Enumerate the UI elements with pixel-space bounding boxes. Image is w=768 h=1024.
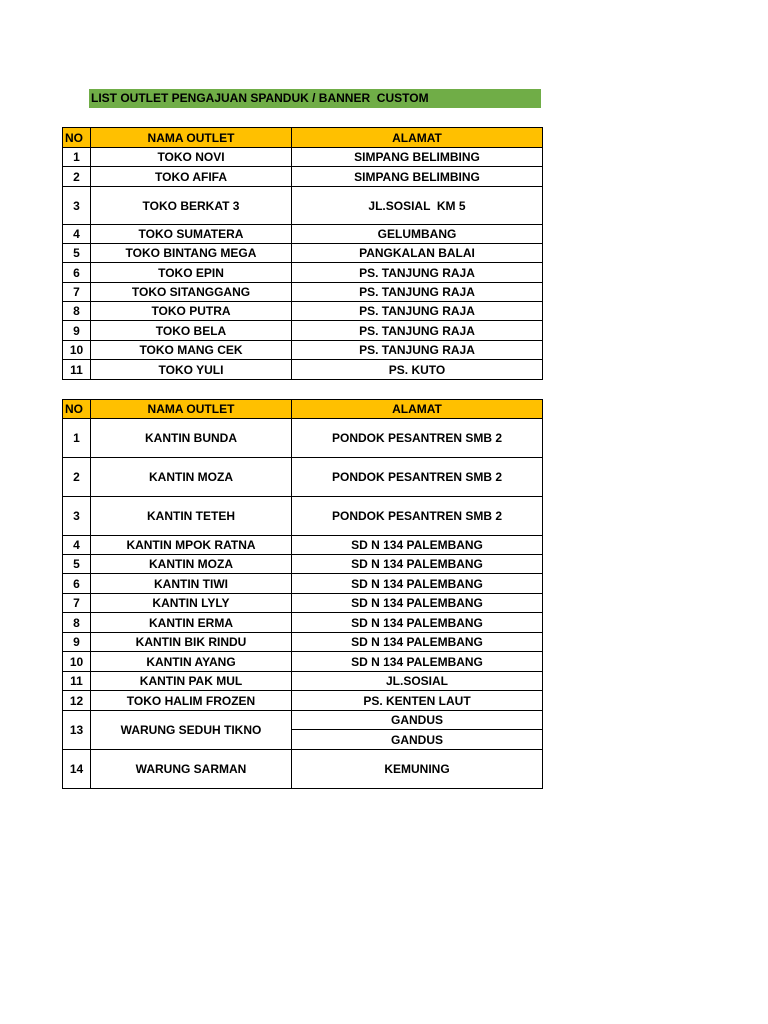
- row-outlet-name: TOKO SITANGGANG: [91, 283, 292, 302]
- row-address: SD N 134 PALEMBANG: [292, 574, 543, 594]
- row-address: SD N 134 PALEMBANG: [292, 633, 543, 652]
- row-outlet-name: KANTIN LYLY: [91, 594, 292, 613]
- row-no: 14: [63, 750, 91, 789]
- table-row: [63, 458, 543, 497]
- row-outlet-name: TOKO PUTRA: [91, 302, 292, 321]
- table-row: [63, 555, 543, 574]
- row-outlet-name: TOKO MANG CEK: [91, 341, 292, 360]
- table-header-row: [63, 400, 543, 419]
- table-row: [63, 302, 543, 321]
- row-address: PS. TANJUNG RAJA: [292, 341, 543, 360]
- row-outlet-name: TOKO HALIM FROZEN: [91, 691, 292, 711]
- row-address: SD N 134 PALEMBANG: [292, 613, 543, 633]
- row-address: GANDUS: [292, 711, 543, 730]
- row-address: PONDOK PESANTREN SMB 2: [292, 497, 543, 536]
- row-address: PS. TANJUNG RAJA: [292, 263, 543, 283]
- row-no: 9: [63, 321, 91, 341]
- table-row: [63, 263, 543, 283]
- row-address: SD N 134 PALEMBANG: [292, 536, 543, 555]
- row-no: 13: [63, 711, 91, 750]
- row-no: 1: [63, 148, 91, 167]
- row-address: PONDOK PESANTREN SMB 2: [292, 419, 543, 458]
- row-no: 5: [63, 555, 91, 574]
- row-no: 9: [63, 633, 91, 652]
- row-no: 1: [63, 419, 91, 458]
- row-no: 3: [63, 497, 91, 536]
- row-address: PS. KENTEN LAUT: [292, 691, 543, 711]
- row-no: 6: [63, 263, 91, 283]
- row-outlet-name: KANTIN BIK RINDU: [91, 633, 292, 652]
- row-outlet-name: KANTIN MPOK RATNA: [91, 536, 292, 555]
- row-outlet-name: KANTIN TIWI: [91, 574, 292, 594]
- row-address: PS. TANJUNG RAJA: [292, 302, 543, 321]
- row-no: 12: [63, 691, 91, 711]
- row-no: 5: [63, 244, 91, 263]
- row-address-secondary: GANDUS: [292, 730, 543, 750]
- table-row: [63, 187, 543, 225]
- row-address: SIMPANG BELIMBING: [292, 148, 543, 167]
- row-address: PS. KUTO: [292, 360, 543, 380]
- row-address: KEMUNING: [292, 750, 543, 789]
- header-no: NO: [63, 400, 91, 419]
- row-no: 3: [63, 187, 91, 225]
- row-no: 7: [63, 283, 91, 302]
- table-row: [63, 594, 543, 613]
- row-address: JL.SOSIAL: [292, 672, 543, 691]
- row-outlet-name: TOKO AFIFA: [91, 167, 292, 187]
- row-outlet-name: TOKO BERKAT 3: [91, 187, 292, 225]
- header-nama-outlet: NAMA OUTLET: [91, 400, 292, 419]
- row-outlet-name: KANTIN MOZA: [91, 458, 292, 497]
- header-no: NO: [63, 128, 91, 148]
- table-row: [63, 225, 543, 244]
- row-outlet-name: KANTIN ERMA: [91, 613, 292, 633]
- table-row: [63, 652, 543, 672]
- table-row: [63, 283, 543, 302]
- row-no: 8: [63, 613, 91, 633]
- row-address: PS. TANJUNG RAJA: [292, 283, 543, 302]
- table-row: [63, 633, 543, 652]
- row-address: PONDOK PESANTREN SMB 2: [292, 458, 543, 497]
- header-alamat: ALAMAT: [292, 400, 543, 419]
- table-row: [63, 341, 543, 360]
- row-no: 10: [63, 652, 91, 672]
- row-address: GELUMBANG: [292, 225, 543, 244]
- row-outlet-name: WARUNG SARMAN: [91, 750, 292, 789]
- row-outlet-name: TOKO EPIN: [91, 263, 292, 283]
- row-no: 8: [63, 302, 91, 321]
- row-no: 11: [63, 672, 91, 691]
- table-row: [63, 672, 543, 691]
- row-no: 10: [63, 341, 91, 360]
- row-outlet-name: KANTIN PAK MUL: [91, 672, 292, 691]
- row-address: JL.SOSIAL KM 5: [292, 187, 543, 225]
- outlet-table-kantin: [62, 399, 543, 789]
- table-row: [63, 691, 543, 711]
- table-row: [63, 321, 543, 341]
- row-no: 11: [63, 360, 91, 380]
- table-row: [63, 536, 543, 555]
- table-row: [63, 360, 543, 380]
- row-outlet-name: KANTIN BUNDA: [91, 419, 292, 458]
- row-outlet-name: KANTIN MOZA: [91, 555, 292, 574]
- row-outlet-name: TOKO YULI: [91, 360, 292, 380]
- row-outlet-name: TOKO BINTANG MEGA: [91, 244, 292, 263]
- sheet-title: LIST OUTLET PENGAJUAN SPANDUK / BANNER CUSTOM: [89, 89, 541, 108]
- row-address: SD N 134 PALEMBANG: [292, 594, 543, 613]
- row-address: SD N 134 PALEMBANG: [292, 555, 543, 574]
- table-row: [63, 574, 543, 594]
- table-row: [63, 613, 543, 633]
- table-row: [63, 148, 543, 167]
- table-row: [63, 167, 543, 187]
- row-outlet-name: TOKO SUMATERA: [91, 225, 292, 244]
- header-alamat: ALAMAT: [292, 128, 543, 148]
- table-row: [63, 244, 543, 263]
- table-row: [63, 711, 543, 730]
- row-outlet-name: KANTIN AYANG: [91, 652, 292, 672]
- table-row: [63, 497, 543, 536]
- row-no: 2: [63, 167, 91, 187]
- row-outlet-name: KANTIN TETEH: [91, 497, 292, 536]
- row-no: 7: [63, 594, 91, 613]
- row-address: PANGKALAN BALAI: [292, 244, 543, 263]
- table-row: [63, 750, 543, 789]
- table-header-row: [63, 128, 543, 148]
- row-outlet-name: TOKO NOVI: [91, 148, 292, 167]
- row-address: SD N 134 PALEMBANG: [292, 652, 543, 672]
- row-outlet-name: WARUNG SEDUH TIKNO: [91, 711, 292, 750]
- row-address: PS. TANJUNG RAJA: [292, 321, 543, 341]
- row-no: 4: [63, 225, 91, 244]
- outlet-table-toko: [62, 127, 543, 380]
- row-no: 6: [63, 574, 91, 594]
- row-outlet-name: TOKO BELA: [91, 321, 292, 341]
- row-address: SIMPANG BELIMBING: [292, 167, 543, 187]
- row-no: 4: [63, 536, 91, 555]
- header-nama-outlet: NAMA OUTLET: [91, 128, 292, 148]
- table-row: [63, 419, 543, 458]
- row-no: 2: [63, 458, 91, 497]
